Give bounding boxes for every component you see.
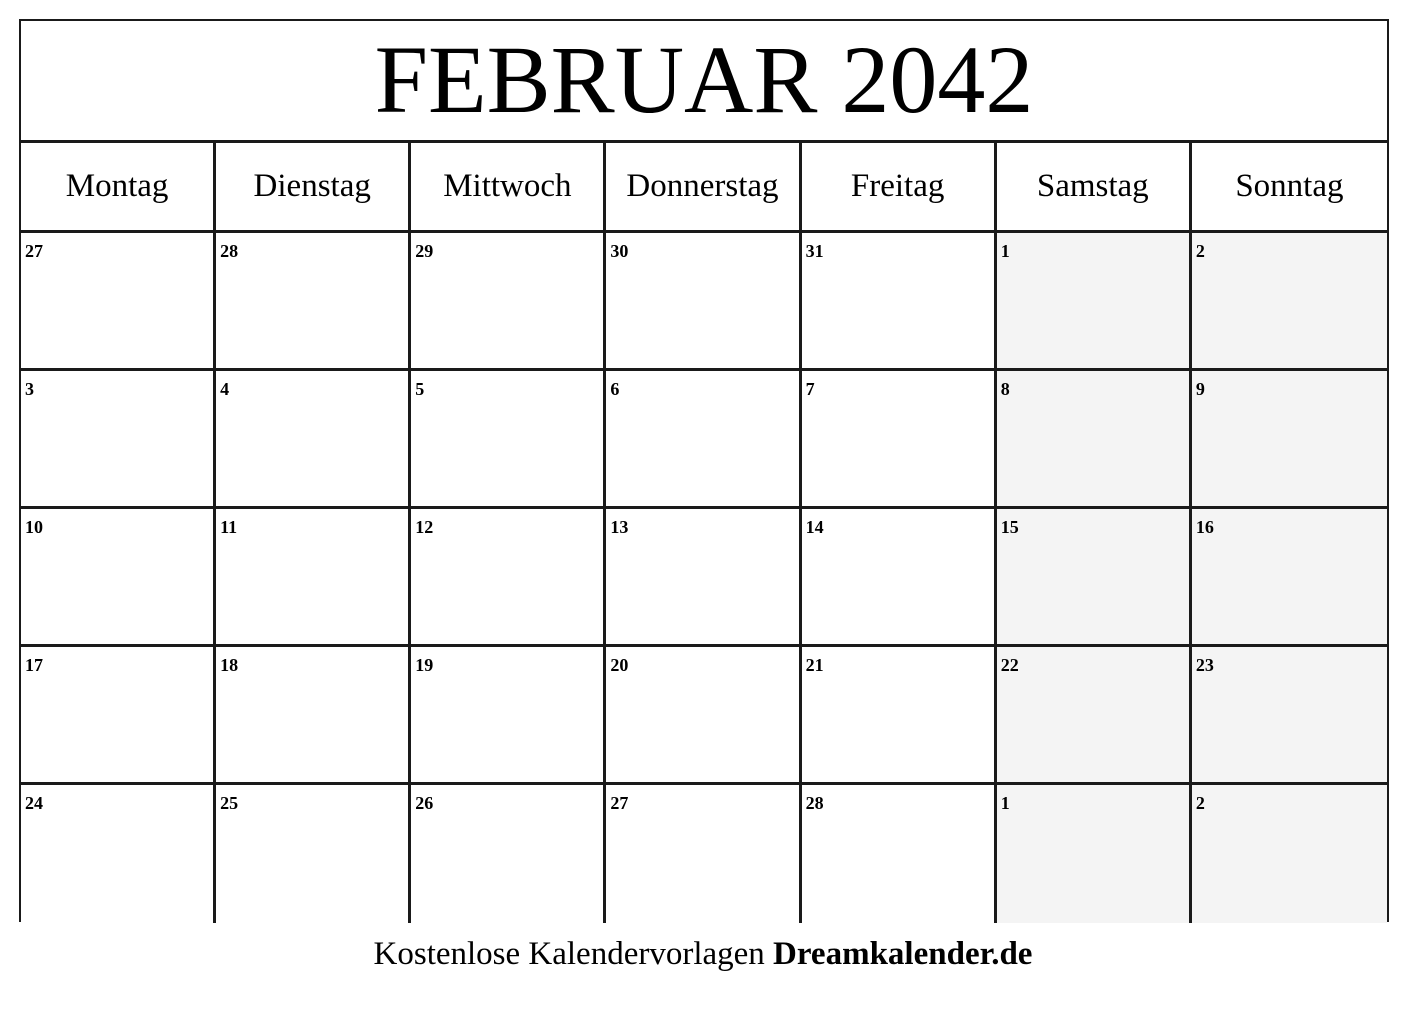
day-cell [606,233,801,371]
day-cell [1192,371,1387,509]
day-number: 22 [1000,655,1019,675]
day-cell [411,785,606,923]
day-number: 11 [220,517,238,537]
day-cell [21,785,216,923]
title-bar [21,21,1387,143]
day-cell [1192,647,1387,785]
day-number: 1 [1000,793,1010,813]
day-number: 24 [25,793,43,813]
weekday-header-dienstag: Dienstag [216,143,411,233]
day-number: 17 [25,655,43,675]
day-cell [997,647,1192,785]
day-cell [216,647,411,785]
day-number: 21 [805,655,824,675]
calendar [19,19,1389,922]
day-cell [997,785,1192,923]
day-number: 2 [1195,793,1205,813]
day-number: 27 [610,793,629,813]
day-number: 23 [1195,655,1214,675]
day-cell [802,785,997,923]
calendar-grid [21,143,1387,923]
day-cell [216,785,411,923]
day-cell [802,371,997,509]
day-number: 4 [220,379,230,399]
day-cell [216,371,411,509]
footer-brand: Dreamkalender.de [773,936,1033,972]
day-cell [1192,233,1387,371]
day-number: 10 [25,517,43,537]
day-number: 26 [415,793,434,813]
day-number: 20 [610,655,629,675]
day-number: 1 [1000,241,1010,261]
day-cell [21,509,216,647]
day-number: 25 [220,793,239,813]
day-cell [411,233,606,371]
day-cell [606,785,801,923]
day-cell [997,509,1192,647]
day-cell [802,233,997,371]
day-cell [802,647,997,785]
day-cell [802,509,997,647]
day-number: 30 [610,241,629,261]
day-number: 12 [415,517,434,537]
weekday-header-freitag: Freitag [802,143,997,233]
day-cell [21,233,216,371]
day-number: 2 [1195,241,1205,261]
day-number: 8 [1000,379,1010,399]
day-cell [1192,785,1387,923]
day-cell [411,647,606,785]
day-cell [997,233,1192,371]
day-cell [21,371,216,509]
day-number: 28 [220,241,239,261]
day-number: 14 [805,517,824,537]
day-number: 3 [25,379,34,399]
day-cell [411,371,606,509]
day-number: 28 [805,793,824,813]
day-cell [21,647,216,785]
day-cell [997,371,1192,509]
day-number: 16 [1195,517,1214,537]
month-title: FEBRUAR 2042 [374,26,1034,133]
day-cell [606,647,801,785]
day-number: 31 [805,241,824,261]
weekday-header-mittwoch: Mittwoch [411,143,606,233]
day-cell [216,509,411,647]
day-number: 5 [415,379,425,399]
day-number: 13 [610,517,629,537]
weekday-header-sonntag: Sonntag [1192,143,1387,233]
day-number: 18 [220,655,239,675]
day-number: 27 [25,241,43,261]
day-number: 19 [415,655,434,675]
day-number: 9 [1195,379,1205,399]
day-cell [1192,509,1387,647]
footer [0,936,1406,973]
weekday-header-montag: Montag [21,143,216,233]
day-cell [606,371,801,509]
day-cell [606,509,801,647]
day-number: 29 [415,241,434,261]
day-number: 6 [610,379,620,399]
day-number: 7 [805,379,815,399]
footer-text: Kostenlose Kalendervorlagen [373,936,774,972]
weekday-header-samstag: Samstag [997,143,1192,233]
day-cell [216,233,411,371]
day-number: 15 [1000,517,1019,537]
day-cell [411,509,606,647]
weekday-header-donnerstag: Donnerstag [606,143,801,233]
